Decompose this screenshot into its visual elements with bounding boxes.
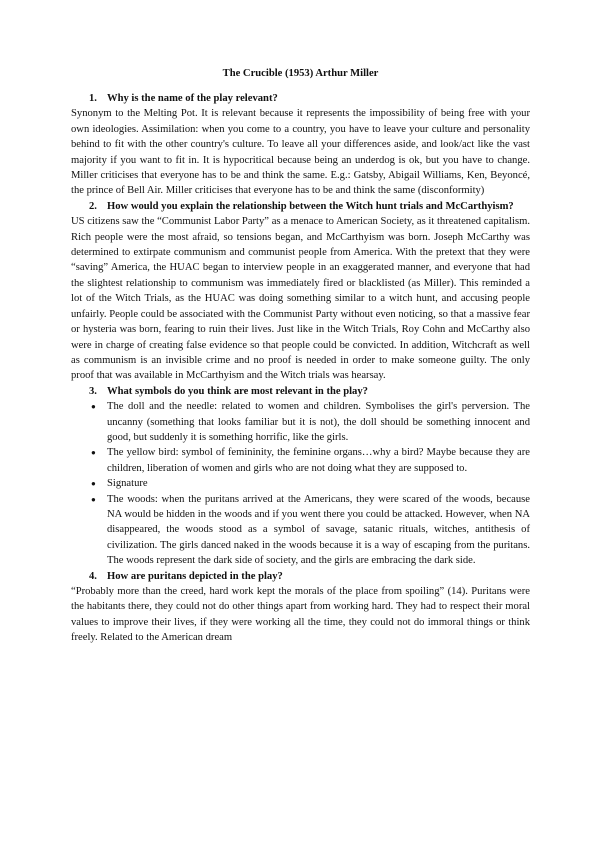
bullet-icon: ● <box>91 494 96 504</box>
question-number: 4. <box>89 570 97 582</box>
document-title: The Crucible (1953) Arthur Miller <box>222 68 379 79</box>
list-item-text: The woods: when the puritans arrived at the Americans, they were scared of the woods, because NA would be hidden in the woods and if you went there you could be attacked. However, when NA disappeared, the woods stood as a symbol of savage, satanic rituals, witches, antithesis of civilization. The girls danced naked in the woods because it is a way of escaping from the puritans. The woods represent the dark side of society, and the girls are embracing the dark side. <box>107 493 530 567</box>
answer-paragraph: US citizens saw the “Communist Labor Party” as a menace to American Society, as it threatened capitalism. Rich people were the most afraid, so tensions began, and McCarthyism was born. Joseph McCarthy was determined to extirpate communism and communist people from America. With the pretext that they were “saving” America, the HUAC began to interview people in an exaggerated manner, and everyone that had the slightest relationship to communism was immediately fired or blacklisted (as Miller). This reminded a lot of the Witch Trials, as the HUAC was doing something similar to a witch hunt, and accusing people unfairly. People could be associated with the Communist Party without even noticing, so that a massive fear or hysteria was born, fearing to ruin their lives. Just like in the Witch Trials, Roy Cohn and McCarthy also were in charge of creating false evidence so that people could be convicted. In addition, Witchcraft as well as communism is an invisible crime and no proof is needed in order to make someone guilty. The only proof that was available in McCarthyism and the Witch trials was hearsay. <box>71 216 530 382</box>
question-text: What symbols do you think are most relevant in the play? <box>107 385 368 397</box>
question-text: How are puritans depicted in the play? <box>107 570 283 582</box>
list-item <box>71 445 530 476</box>
list-item-text: The doll and the needle: related to women and children. Symbolises the girl's perversion. The uncanny (something that looks familiar but it is not), the doll should be something innocent and good, but suddenly it is something horrific, like the girls. <box>107 401 530 443</box>
question-2 <box>71 199 530 214</box>
question-3 <box>71 384 530 399</box>
answer-paragraph: Synonym to the Melting Pot. It is relevant because it represents the impossibility of being free with your own ideologies. Assimilation: when you come to a country, you have to leave your culture and personality behind to fit with the other country's culture. To leave all your differences aside, and look/act like the vast majority if you want to fit in. It is hypocritical because being an underdog is ok, but you have to change. Miller criticises that everyone has to be and think the same. E.g.: Gatsby, Abigail Williams, Ken, Beyoncé, the prince of Bell Air. Miller criticises that everyone has to be and think the same (disconformity) <box>71 108 530 197</box>
question-1 <box>71 91 530 106</box>
bullet-icon: ● <box>91 448 96 458</box>
list-item <box>71 476 530 491</box>
list-item-text: The yellow bird: symbol of femininity, the feminine organs…why a bird? Maybe because they are children, liberation of women and girls who are not doing what they are supposed to. <box>107 447 530 474</box>
bullet-icon: ● <box>91 402 96 412</box>
symbols-list <box>71 399 530 568</box>
list-item <box>71 492 530 569</box>
answer-paragraph: “Probably more than the creed, hard work kept the morals of the place from spoiling” (14). Puritans were the habitants there, they could not do other things apart from working hard. They had to respect their moral values to improve their lives, if they were working all the time, they could not do immoral things or think freely. Related to the American dream <box>71 586 530 644</box>
question-text: How would you explain the relationship between the Witch hunt trials and McCarthyism? <box>107 200 514 212</box>
question-text: Why is the name of the play relevant? <box>107 93 278 104</box>
question-4 <box>71 569 530 584</box>
question-number: 3. <box>89 385 97 397</box>
question-number: 2. <box>89 200 97 212</box>
list-item <box>71 399 530 445</box>
question-number: 1. <box>89 93 97 104</box>
bullet-icon: ● <box>91 479 96 489</box>
list-item-text: Signature <box>107 478 148 490</box>
